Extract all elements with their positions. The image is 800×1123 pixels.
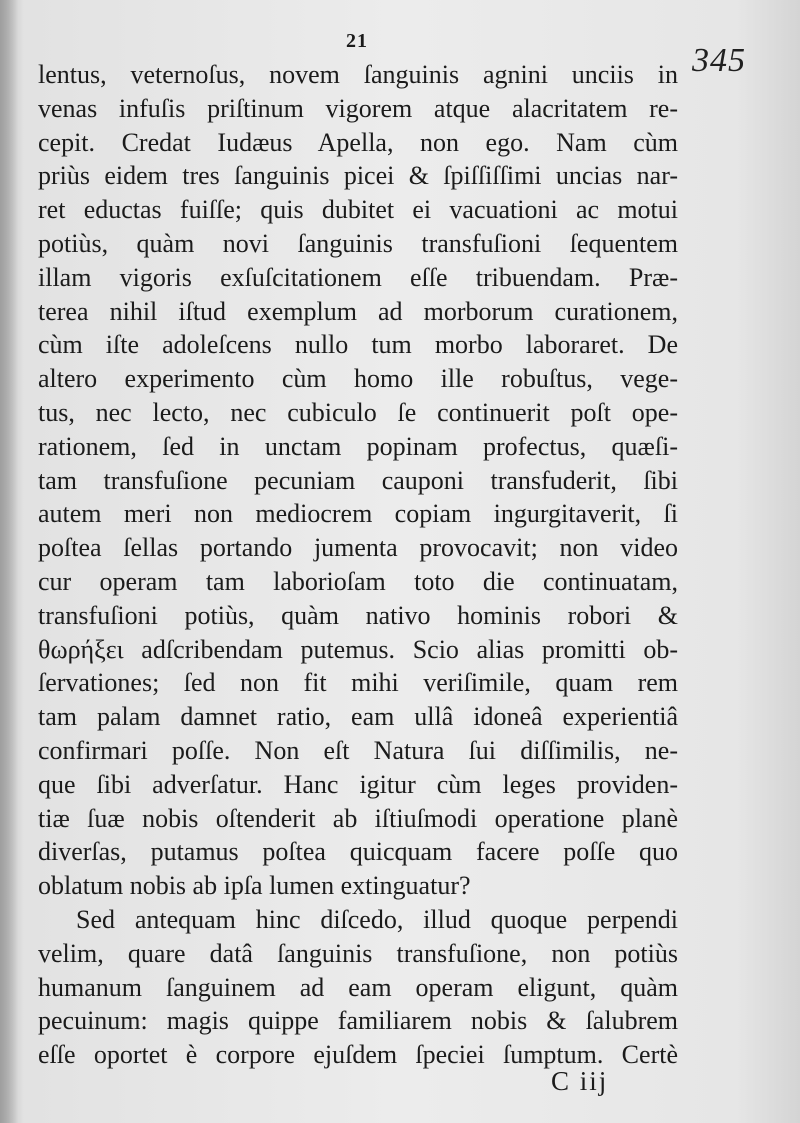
text-line: cur operam tam laborioſam toto die continuatam,: [38, 566, 678, 596]
text-line: tus, nec lecto, nec cubiculo ſe continuerit poſt ope-: [38, 397, 678, 427]
handwritten-folio-number: 345: [692, 42, 746, 79]
text-line: rationem, ſed in unctam popinam profectus, quæſi-: [38, 431, 678, 461]
text-line: illam vigoris exſuſcitationem eſſe tribuendam. Præ-: [38, 262, 678, 292]
page-number: 21: [346, 30, 368, 52]
text-line: oblatum nobis ab ipſa lumen extinguatur?: [38, 871, 471, 901]
text-line: θωρήξει adſcribendam putemus. Scio alias promitti ob-: [38, 634, 678, 664]
text-line: eſſe oportet è corpore ejuſdem ſpeciei ſumptum. Certè: [38, 1040, 678, 1070]
text-line: venas infuſis priſtinum vigorem atque alacritatem re-: [38, 93, 678, 123]
text-line: ret eductas fuiſſe; quis dubitet ei vacuationi ac motui: [38, 195, 678, 225]
text-line: confirmari poſſe. Non eſt Natura ſui diſſimilis, ne-: [38, 735, 678, 765]
text-line: altero experimento cùm homo ille robuſtus, vege-: [38, 364, 678, 394]
gutter-shadow: [0, 0, 18, 1123]
text-line: tam transfuſione pecuniam cauponi transfuderit, ſibi: [38, 465, 678, 495]
text-line: ſervationes; ſed non fit mihi veriſimile, quam rem: [38, 668, 678, 698]
text-line: tiæ ſuæ nobis oſtenderit ab iſtiuſmodi operatione planè: [38, 803, 678, 833]
paragraph-start-line: Sed antequam hinc diſcedo, illud quoque perpendi: [76, 904, 678, 934]
text-line: potiùs, quàm novi ſanguinis transfuſioni ſequentem: [38, 228, 678, 258]
text-line: lentus, veternoſus, novem ſanguinis agnini unciis in: [38, 60, 678, 89]
text-line: poſtea ſellas portando jumenta provocavit; non video: [38, 533, 678, 563]
signature-mark: C iij: [551, 1066, 609, 1096]
text-line: velim, quare datâ ſanguinis transfuſione, non potiùs: [38, 938, 678, 968]
body-text: [38, 58, 678, 1072]
text-line: diverſas, putamus poſtea quicquam facere poſſe quo: [38, 837, 678, 867]
text-line: humanum ſanguinem ad eam operam eligunt, quàm: [38, 972, 678, 1002]
text-line: cepit. Credat Iudæus Apella, non ego. Nam cùm: [38, 127, 678, 157]
text-line: cùm iſte adoleſcens nullo tum morbo laboraret. De: [38, 330, 678, 360]
text-line: tam palam damnet ratio, eam ullâ idoneâ experientiâ: [38, 702, 678, 732]
text-line: que ſibi adverſatur. Hanc igitur cùm leges providen-: [38, 769, 678, 799]
text-line: priùs eidem tres ſanguinis picei & ſpiſſiſſimi uncias nar-: [38, 161, 678, 191]
text-line: autem meri non mediocrem copiam ingurgitaverit, ſi: [38, 499, 678, 529]
text-line: pecuinum: magis quippe familiarem nobis & ſalubrem: [38, 1006, 678, 1036]
text-line: transfuſioni potiùs, quàm nativo hominis robori &: [38, 600, 678, 630]
text-line: terea nihil iſtud exemplum ad morborum curationem,: [38, 296, 678, 326]
